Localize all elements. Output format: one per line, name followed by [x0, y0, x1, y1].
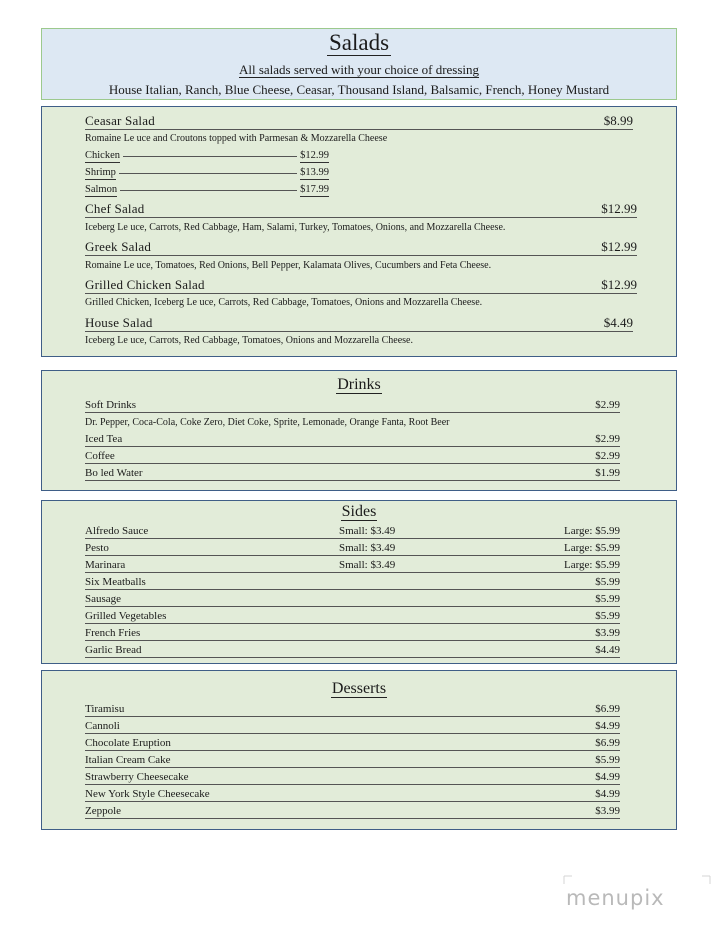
- drink-price: $1.99: [595, 467, 620, 479]
- dessert-price: $4.99: [595, 720, 620, 732]
- salad-description: Romaine Le uce, Tomatoes, Red Onions, Bell Pepper, Kalamata Olives, Cucumbers and Feta Cheese.: [85, 260, 492, 271]
- side-item: [85, 610, 620, 624]
- sides-title: Sides: [341, 503, 377, 520]
- side-small-price: Small: $3.49: [339, 525, 396, 537]
- side-name: Sausage: [85, 593, 122, 605]
- salad-price: $12.99: [601, 239, 637, 254]
- sides-section: [41, 500, 677, 664]
- salad-price: $8.99: [603, 113, 633, 128]
- dessert-item: [85, 771, 620, 785]
- drink-item: [85, 450, 620, 464]
- drink-name: Soft Drinks: [85, 399, 137, 411]
- dessert-price: $6.99: [595, 703, 620, 715]
- side-small-price: Small: $3.49: [339, 559, 396, 571]
- salad-item: [85, 313, 633, 332]
- drink-price: $2.99: [595, 399, 620, 411]
- drink-item: [85, 433, 620, 447]
- addon-price: $17.99: [300, 184, 329, 195]
- addon-name: Shrimp: [85, 167, 116, 178]
- drink-name: Coffee: [85, 450, 115, 462]
- drink-item: [85, 467, 620, 481]
- side-price: $5.99: [595, 576, 620, 588]
- side-item: [85, 559, 620, 573]
- side-name: Marinara: [85, 559, 126, 571]
- side-item: [85, 525, 620, 539]
- dessert-item: [85, 805, 620, 819]
- side-price: $5.99: [595, 593, 620, 605]
- salad-name: Grilled Chicken Salad: [85, 277, 205, 292]
- dessert-item: [85, 754, 620, 768]
- drink-name: Iced Tea: [85, 433, 123, 445]
- salads-title: Salads: [328, 30, 390, 55]
- dessert-name: Tiramisu: [85, 703, 125, 715]
- drinks-title: Drinks: [337, 376, 381, 393]
- dessert-price: $6.99: [595, 737, 620, 749]
- salad-description: Iceberg Le uce, Carrots, Red Cabbage, Tomatoes, Onions and Mozzarella Cheese.: [85, 335, 413, 346]
- side-name: Six Meatballs: [85, 576, 146, 588]
- addon-name: Salmon: [85, 184, 118, 195]
- addon-price: $12.99: [300, 150, 329, 161]
- dessert-name: Zeppole: [85, 805, 122, 817]
- side-name: French Fries: [85, 627, 141, 639]
- dessert-name: Cannoli: [85, 720, 120, 732]
- dressings-list: House Italian, Ranch, Blue Cheese, Ceasar, Thousand Island, Balsamic, French, Honey Mustard: [108, 82, 610, 97]
- salad-item: [85, 199, 637, 218]
- side-item: [85, 542, 620, 556]
- salad-description: Iceberg Le uce, Carrots, Red Cabbage, Ham, Salami, Turkey, Tomatoes, Onions, and Mozzarella Cheese.: [85, 222, 506, 233]
- salad-description: Grilled Chicken, Iceberg Le uce, Carrots, Red Cabbage, Tomatoes, Onions and Mozzarella Cheese.: [85, 297, 483, 308]
- salad-description: Romaine Le uce and Croutons topped with Parmesan & Mozzarella Cheese: [85, 133, 388, 144]
- dessert-item: [85, 788, 620, 802]
- leader-line: [120, 190, 297, 191]
- menupix-watermark: [562, 874, 712, 924]
- addon-name: Chicken: [85, 150, 120, 161]
- drink-price: $2.99: [595, 433, 620, 445]
- side-small-price: Small: $3.49: [339, 542, 396, 554]
- leader-line: [123, 156, 297, 157]
- desserts-section: [41, 670, 677, 830]
- side-price: Large: $5.99: [563, 542, 620, 554]
- salad-name: Chef Salad: [85, 201, 145, 216]
- salad-item: [85, 111, 633, 130]
- side-price: $3.99: [595, 627, 620, 639]
- dessert-price: $3.99: [595, 805, 620, 817]
- salad-name: Ceasar Salad: [85, 113, 155, 128]
- drink-item: [85, 399, 620, 413]
- side-name: Garlic Bread: [85, 644, 142, 656]
- side-name: Pesto: [85, 542, 109, 554]
- leader-line: [119, 173, 297, 174]
- salad-name: House Salad: [85, 315, 153, 330]
- dessert-price: $4.99: [595, 771, 620, 783]
- addon-price: $13.99: [300, 167, 329, 178]
- desserts-title: Desserts: [331, 680, 387, 697]
- side-name: Grilled Vegetables: [85, 610, 167, 622]
- side-item: [85, 644, 620, 658]
- drink-name: Bo led Water: [85, 467, 143, 479]
- salad-addon: [85, 184, 329, 197]
- drink-price: $2.99: [595, 450, 620, 462]
- side-item: [85, 627, 620, 641]
- salad-addon: [85, 167, 329, 180]
- soft-drinks-list: Dr. Pepper, Coca-Cola, Coke Zero, Diet Coke, Sprite, Lemonade, Orange Fanta, Root Beer: [85, 417, 450, 428]
- dessert-price: $4.99: [595, 788, 620, 800]
- salad-price: $12.99: [601, 277, 637, 292]
- side-item: [85, 593, 620, 607]
- dessert-item: [85, 703, 620, 717]
- salads-subtitle: All salads served with your choice of dressing: [238, 62, 480, 77]
- salad-price: $4.49: [603, 315, 633, 330]
- salads-section: [41, 106, 677, 357]
- side-price: Large: $5.99: [563, 525, 620, 537]
- dessert-name: Strawberry Cheesecake: [85, 771, 189, 783]
- side-price: $5.99: [595, 610, 620, 622]
- watermark-text: menupix: [566, 886, 665, 910]
- side-item: [85, 576, 620, 590]
- salad-item: [85, 275, 637, 294]
- dessert-item: [85, 737, 620, 751]
- dessert-item: [85, 720, 620, 734]
- salad-addon: [85, 150, 329, 163]
- dessert-name: Chocolate Eruption: [85, 737, 171, 749]
- side-price: Large: $5.99: [563, 559, 620, 571]
- salad-name: Greek Salad: [85, 239, 152, 254]
- drinks-section: [41, 370, 677, 491]
- salad-item: [85, 237, 637, 256]
- dessert-price: $5.99: [595, 754, 620, 766]
- side-name: Alfredo Sauce: [85, 525, 149, 537]
- salads-header: [41, 28, 677, 100]
- salad-price: $12.99: [601, 201, 637, 216]
- side-price: $4.49: [595, 644, 620, 656]
- dessert-name: Italian Cream Cake: [85, 754, 171, 766]
- dessert-name: New York Style Cheesecake: [85, 788, 210, 800]
